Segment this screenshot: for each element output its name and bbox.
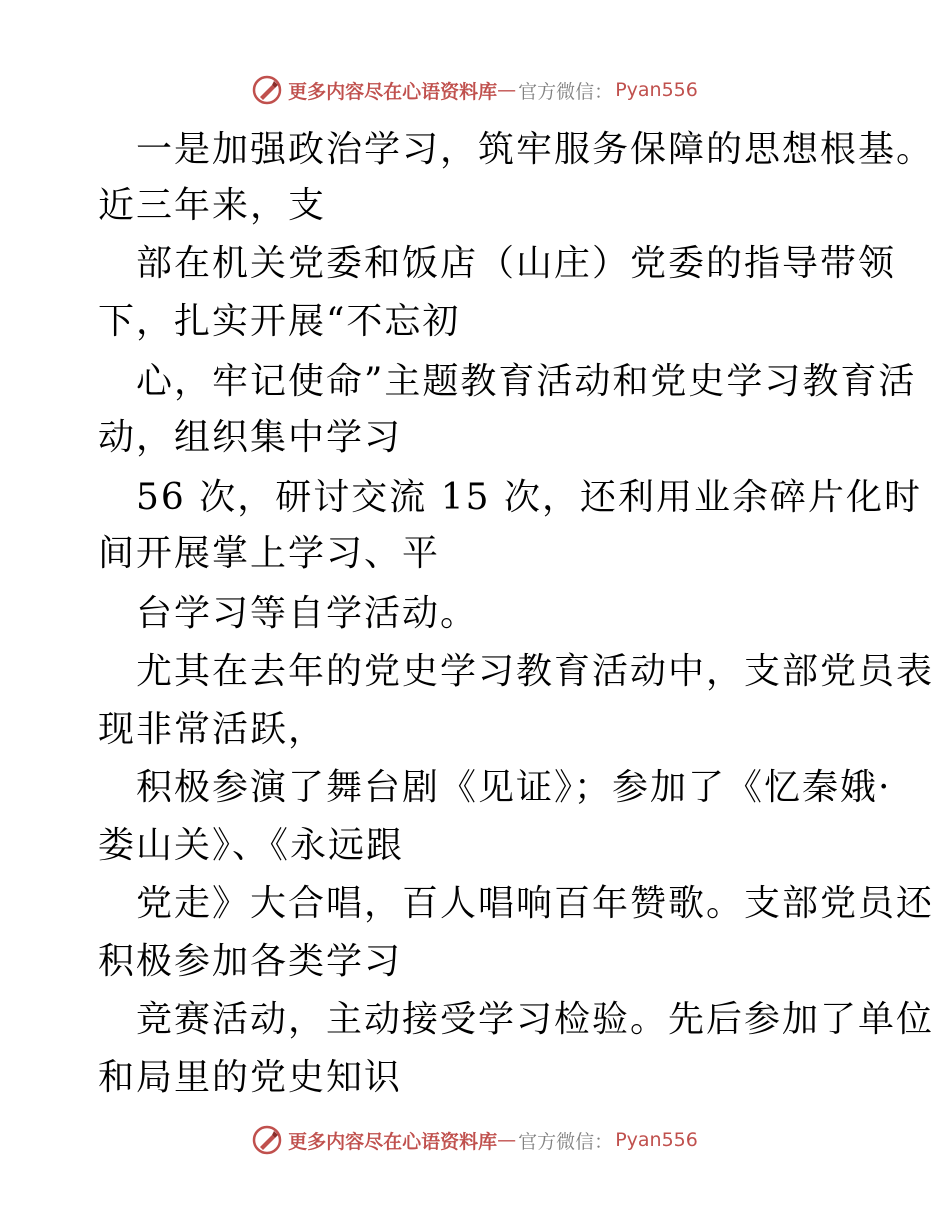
banner-dash: — [497,1129,517,1151]
body-line: 竞赛活动，主动接受学习检验。先后参加了单位 [136,999,935,1040]
body-line: 动，组织集中学习 [98,417,403,458]
body-line: 娄山关》、《永远跟 [98,825,405,866]
wechat-id: Pyan556 [615,1129,698,1151]
body-line: 一是加强政治学习，筑牢服务保障的思想根基。 [136,129,935,170]
wechat-id: Pyan556 [615,79,698,101]
fountain-pen-seal-icon [252,1125,282,1155]
footer-watermark-banner [0,1122,950,1158]
body-line: 56 次，研讨交流 15 次，还利用业余碎片化时 [136,477,922,518]
fountain-pen-seal-icon [252,75,282,105]
body-line: 和局里的党史知识 [98,1057,403,1098]
body-line: 积极参加各类学习 [98,941,403,982]
promo-text: 更多内容尽在心语资料库 [288,80,498,103]
body-line: 心，牢记使命”主题教育活动和党史学习教育活 [136,361,917,402]
body-line: 下，扎实开展“不忘初 [98,301,461,342]
official-wechat-label: 官方微信： [518,1130,614,1153]
body-line: 近三年来，支 [98,185,327,226]
banner-dash: — [497,79,517,101]
body-line: 台学习等自学活动。 [136,593,479,634]
promo-text: 更多内容尽在心语资料库 [288,1130,498,1153]
body-line: 间开展掌上学习、平 [98,533,441,574]
body-line: 党走》大合唱，百人唱响百年赞歌。支部党员还 [136,883,935,924]
official-wechat-label: 官方微信： [518,80,614,103]
header-watermark-banner [0,72,950,108]
body-line: 尤其在去年的党史学习教育活动中，支部党员表 [136,651,935,692]
body-line: 部在机关党委和饭店（山庄）党委的指导带领 [136,243,897,284]
body-line: 积极参演了舞台剧《见证》；参加了《忆秦娥· [136,767,892,808]
body-line: 现非常活跃， [98,709,327,750]
